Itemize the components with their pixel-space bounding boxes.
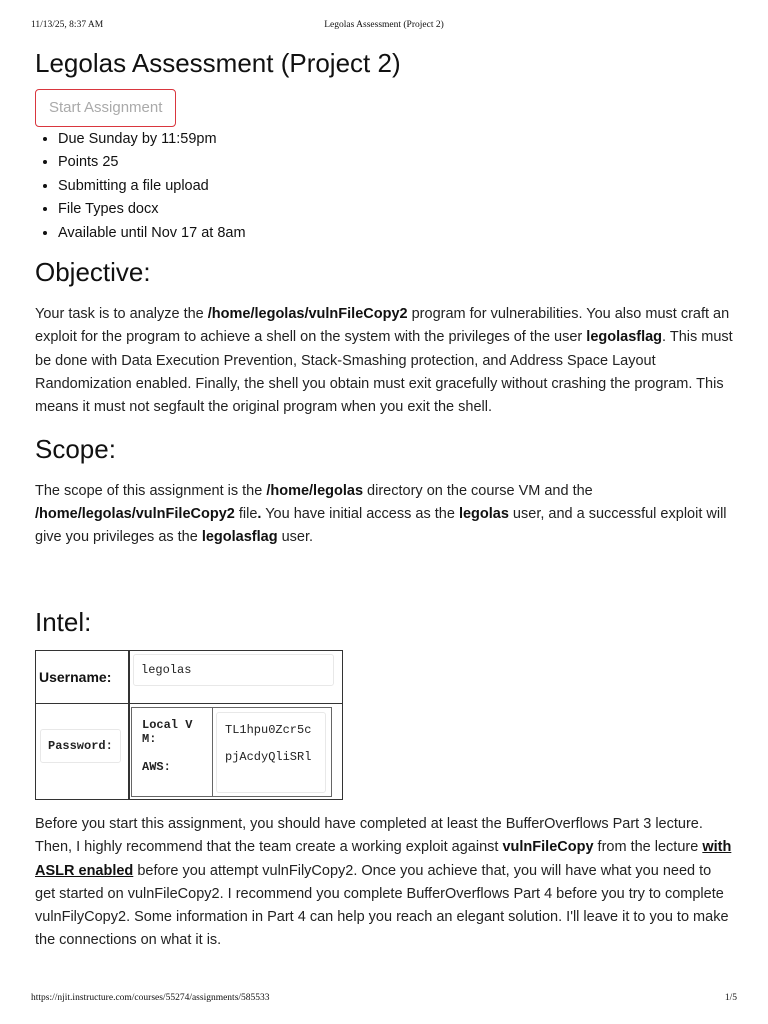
print-footer [31, 993, 737, 1003]
user-legolasflag: legolasflag [201, 529, 278, 546]
aslr-enabled-emphasis: with ASLR enabled [35, 839, 732, 879]
detail-due: • Due Sunday by 11:59pm [58, 128, 735, 151]
password-values [216, 712, 326, 793]
user-legolasflag: legolasflag [586, 329, 663, 346]
page-number: 1/5 [724, 993, 737, 1003]
detail-submission-type: • Submitting a file upload [58, 175, 735, 198]
table-divider [128, 651, 130, 799]
scope-paragraph [35, 480, 735, 550]
local-vm-label: Local V M: [142, 718, 193, 746]
intel-table [35, 650, 343, 800]
text: . This must be done with Data Execution Prevention, Stack-Smashing protection, and Address Space Layout Randomization enabled. Finally, the shell you obtain must exit gracefully without crashing the program. This means it must not segfault the original program when you exit the shell. [35, 329, 733, 416]
closing-section [35, 813, 735, 953]
text: You have initial access as the [261, 505, 459, 522]
aws-password: pjAcdyQliSRl [225, 750, 312, 764]
assignment-details [35, 128, 735, 245]
detail-file-types: • File Types docx [58, 198, 735, 221]
password-table [131, 707, 332, 797]
path-home-legolas: /home/legolas [266, 482, 364, 499]
aws-label: AWS: [142, 760, 171, 774]
text: user, and a successful exploit will give you privileges as the [35, 505, 727, 546]
print-header [31, 20, 737, 30]
table-divider [212, 708, 213, 796]
text: program for vulnerabilities. You also must craft an exploit for the program to achieve a shell on the system with the privileges of the user [35, 306, 730, 346]
text: before you attempt vulnFilyCopy2. Once you achieve that, you will have what you need to get started on vulnFileCopy2. I recommend you complete BufferOverflows Part 4 before you try to complete vulnFilyCopy2. Some information in Part 4 can help you reach an elegant solution. I'll leave it to you to make the connections on what it is. [35, 862, 729, 949]
intel-heading: Intel: [35, 607, 92, 638]
username-label: Username: [39, 669, 112, 685]
path-vulnfilecopy2: /home/legolas/vulnFileCopy2 [35, 505, 235, 522]
text: Your task is to analyze the [35, 306, 208, 323]
print-title: Legolas Assessment (Project 2) [324, 20, 444, 30]
program-vulnfilecopy: vulnFileCopy [502, 839, 594, 856]
print-datetime: 11/13/25, 8:37 AM [31, 20, 104, 30]
print-url[interactable]: https://njit.instructure.com/courses/55274/assignments/585533 [31, 993, 270, 1003]
page-title: Legolas Assessment (Project 2) [35, 48, 401, 78]
assignment-content [35, 46, 735, 638]
objective-paragraph [35, 303, 735, 419]
closing-paragraph [35, 813, 735, 953]
text: The scope of this assignment is the [35, 482, 267, 499]
user-legolas: legolas [458, 505, 509, 522]
text: . [257, 505, 262, 522]
password-label: Password: [40, 729, 121, 763]
text: directory on the course VM and the [363, 482, 593, 499]
text: file [234, 505, 258, 522]
detail-points: • Points 25 [58, 151, 735, 174]
local-vm-password: TL1hpu0Zcr5c [225, 723, 312, 737]
text: user. [277, 529, 314, 546]
start-assignment-button[interactable]: Start Assignment [35, 89, 176, 127]
text: from the lecture [593, 839, 703, 856]
text: Before you start this assignment, you should have completed at least the BufferOverflows Part 3 lecture. Then, I highly recommend that the team create a working exploit against [35, 816, 703, 856]
path-vulnfilecopy2: /home/legolas/vulnFileCopy2 [207, 306, 408, 323]
scope-heading: Scope: [35, 433, 116, 464]
detail-available-until: • Available until Nov 17 at 8am [58, 222, 735, 245]
password-env-labels [142, 718, 202, 774]
username-value: legolas [133, 654, 334, 686]
objective-heading: Objective: [35, 257, 151, 288]
